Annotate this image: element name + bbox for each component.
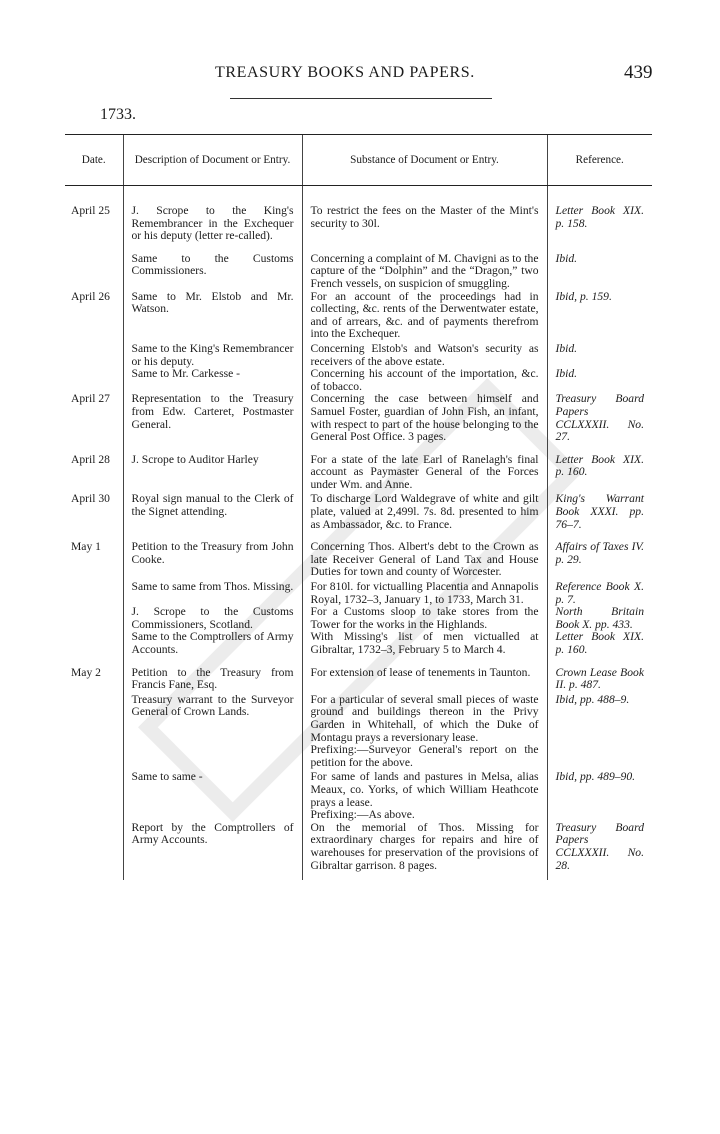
entry-reference: Ibid, pp. 488–9. [547, 694, 652, 770]
entry-reference: North Britain Book X. pp. 433. [547, 606, 652, 631]
entry-prefix-note: Prefixing:—Surveyor General's report on the petition for the above. [310, 743, 539, 769]
entry-substance-text: For a particular of several small pieces of waste ground and buildings thereon in the Privy Garden in Whitehall, of which the Duke of Montagu prays a reversionary lease. [310, 692, 539, 744]
entry-reference: Ibid. [547, 368, 652, 393]
entry-substance: For a Customs sloop to take stores from the Tower for the works in the Highlands. [302, 606, 547, 631]
running-head [0, 62, 720, 86]
table-row [65, 291, 652, 341]
entry-description: Petition to the Treasury from Francis Fane, Esq. [123, 667, 302, 692]
table-row [65, 368, 652, 393]
entry-substance: For 810l. for victualling Placentia and Annapolis Royal, 1732–3, January 1, to 1733, March 31. [302, 581, 547, 606]
entry-date [65, 581, 123, 606]
entry-description: Treasury warrant to the Surveyor General of Crown Lands. [123, 694, 302, 770]
entry-substance: Concerning the case between himself and Samuel Foster, guardian of John Fish, an infant, with respect to part of the house belonging to the General Post Office. 3 pages. [302, 393, 547, 443]
entry-description: Same to the King's Remembrancer or his deputy. [123, 343, 302, 368]
entry-description: Same to the Customs Commissioners. [123, 253, 302, 291]
table-row [65, 493, 652, 531]
table-row [65, 393, 652, 443]
table-row [65, 581, 652, 606]
entry-reference: Treasury Board Papers CCLXXXII. No. 28. [547, 822, 652, 872]
entry-date [65, 368, 123, 393]
table-row [65, 541, 652, 579]
entry-date [65, 631, 123, 656]
entry-substance: For extension of lease of tenements in Taunton. [302, 667, 547, 692]
entry-reference: Reference Book X. p. 7. [547, 581, 652, 606]
entry-date: May 1 [71, 540, 101, 554]
entry-date [65, 822, 123, 872]
entry-reference: King's Warrant Book XXXI. pp. 76–7. [547, 493, 652, 531]
table-row [65, 253, 652, 291]
entry-substance: To restrict the fees on the Master of the Mint's security to 30l. [302, 186, 547, 243]
table-row [65, 454, 652, 492]
entry-substance: For a state of the late Earl of Ranelagh's final account as Paymaster General of the Forces under Wm. and Anne. [302, 454, 547, 492]
entry-substance: On the memorial of Thos. Missing for extraordinary charges for repairs and hire of warehouses for preservation of the provisions of Gibraltar garrison. 8 pages. [302, 822, 547, 872]
column-header-description: Description of Document or Entry. [123, 135, 302, 186]
entry-date: April 30 [71, 492, 110, 506]
table-row [65, 343, 652, 368]
entry-date: April 28 [71, 452, 110, 466]
entry-date: April 27 [71, 392, 110, 406]
entry-description: Report by the Comptrollers of Army Accounts. [123, 822, 302, 872]
year-heading: 1733. [100, 106, 136, 123]
column-header-substance: Substance of Document or Entry. [302, 135, 547, 186]
table-row [65, 606, 652, 631]
entry-description: Petition to the Treasury from John Cooke. [123, 541, 302, 579]
entry-substance [302, 771, 547, 821]
table-row [65, 694, 652, 770]
entry-substance: With Missing's list of men victualled at Gibraltar, 1732–3, February 5 to March 4. [302, 631, 547, 656]
entry-description: Same to same from Thos. Missing. [123, 581, 302, 606]
entry-description: Royal sign manual to the Clerk of the Signet attending. [123, 493, 302, 531]
entry-reference: Letter Book XIX. p. 160. [547, 631, 652, 656]
entry-reference: Letter Book XIX. p. 158. [547, 186, 652, 243]
table-row [65, 186, 652, 243]
entry-date [65, 253, 123, 291]
entry-substance: Concerning a complaint of M. Chavigni as to the capture of the “Dolphin” and the “Dragon,” two French vessels, on suspicion of smuggling. [302, 253, 547, 291]
entry-description: J. Scrope to the Customs Commissioners, Scotland. [123, 606, 302, 631]
entry-substance-text: For same of lands and pastures in Melsa, alias Meaux, co. Yorks, of which William Heathcote prays a lease. [310, 770, 539, 809]
entry-reference: Ibid. [547, 343, 652, 368]
entry-reference: Affairs of Taxes IV. p. 29. [547, 541, 652, 579]
entry-substance: Concerning his account of the importation, &c. of tobacco. [302, 368, 547, 393]
entry-reference: Ibid, pp. 489–90. [547, 771, 652, 821]
table-header-row [65, 135, 652, 186]
entry-reference: Crown Lease Book II. p. 487. [547, 667, 652, 692]
running-title: TREASURY BOOKS AND PAPERS. [215, 64, 475, 81]
table-row [65, 822, 652, 872]
entry-date [65, 771, 123, 821]
column-header-reference: Reference. [547, 135, 652, 186]
entry-substance: To discharge Lord Waldegrave of white and gilt plate, valued at 2,499l. 7s. 8d. presented to him as Ambassador, &c. to France. [302, 493, 547, 531]
entry-reference: Ibid. [547, 253, 652, 291]
table-row [65, 667, 652, 692]
entry-substance: For an account of the proceedings had in collecting, &c. rents of the Derwentwater estate, and of arrears, &c. and of payments therefrom into the Exchequer. [302, 291, 547, 341]
entry-description: Representation to the Treasury from Edw. Carteret, Postmaster General. [123, 393, 302, 443]
entry-date [65, 343, 123, 368]
entry-description: Same to same - [123, 771, 302, 821]
entry-reference: Letter Book XIX. p. 160. [547, 454, 652, 492]
column-header-date: Date. [65, 135, 123, 186]
entry-date: April 26 [71, 289, 110, 303]
header-rule [230, 98, 492, 99]
entry-substance: Concerning Thos. Albert's debt to the Crown as late Receiver General of Land Tax and House Duties for town and county of Worcester. [302, 541, 547, 579]
entry-date [65, 606, 123, 631]
entry-prefix-note: Prefixing:—As above. [310, 808, 415, 822]
entry-description: Same to Mr. Carkesse - [123, 368, 302, 393]
entry-description: Same to Mr. Elstob and Mr. Watson. [123, 291, 302, 341]
entry-date: April 25 [71, 204, 110, 217]
ledger-table [65, 134, 652, 880]
page-number: 439 [624, 62, 653, 83]
entry-reference: Treasury Board Papers CCLXXXII. No. 27. [547, 393, 652, 443]
entry-date: May 2 [71, 665, 101, 679]
entry-date [65, 694, 123, 770]
table-row [65, 631, 652, 656]
entry-substance [302, 694, 547, 770]
entry-description: J. Scrope to Auditor Harley [123, 454, 302, 492]
entry-description: J. Scrope to the King's Remembrancer in the Exchequer or his deputy (letter re-called). [123, 186, 302, 243]
entry-substance: Concerning Elstob's and Watson's security as receivers of the above estate. [302, 343, 547, 368]
entry-reference: Ibid, p. 159. [547, 291, 652, 341]
entry-description: Same to the Comptrollers of Army Accounts. [123, 631, 302, 656]
table-row [65, 771, 652, 821]
